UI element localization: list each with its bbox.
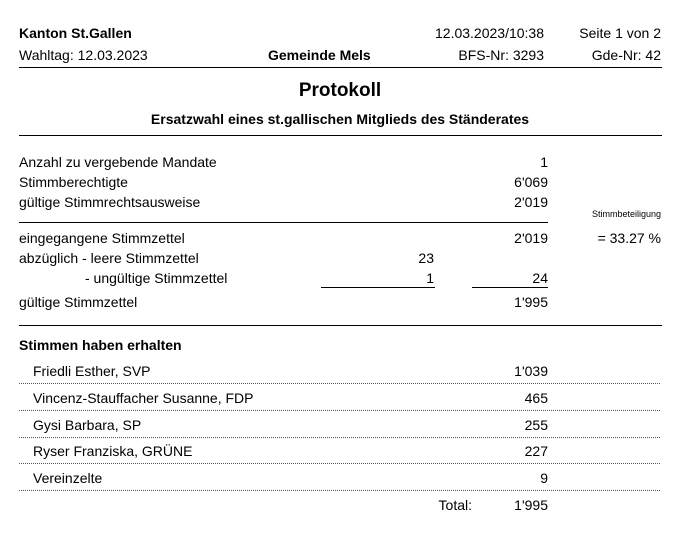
deductions-total-value: 24 [532,270,548,286]
candidate-name: Vereinzelte [33,470,103,486]
invalid-ballots-label: - ungültige Stimmzettel [85,270,228,286]
valid-ballots-label: gültige Stimmzettel [19,294,138,310]
candidate-votes: 9 [540,470,548,486]
total-value: 1'995 [514,497,548,513]
row-separator [19,410,660,411]
total-label: Total: [438,497,472,513]
municipality-name: Gemeinde Mels [268,47,371,63]
turnout-label: Stimmbeteiligung [591,209,661,219]
row-separator [19,463,660,464]
page-indicator: Seite 1 von 2 [579,25,661,41]
election-date: Wahltag: 12.03.2023 [19,47,148,63]
row-separator [19,383,660,384]
mandate-value: 1 [540,154,548,170]
results-heading: Stimmen haben erhalten [19,337,182,353]
candidate-votes: 465 [524,390,548,406]
candidate-votes: 1'039 [514,363,548,379]
bfs-number: BFS-Nr: 3293 [458,47,544,63]
candidate-votes: 227 [524,443,548,459]
municipality-number: Gde-Nr: 42 [591,47,661,63]
eligible-voters-value: 6'069 [514,174,548,190]
candidate-name: Ryser Franziska, GRÜNE [33,443,193,459]
eligible-voters-label: Stimmberechtigte [19,174,128,190]
page-title: Protokoll [298,80,382,101]
header-divider [19,67,662,68]
mandate-label: Anzahl zu vergebende Mandate [19,154,217,170]
deductions-underline [321,287,435,288]
valid-ids-label: gültige Stimmrechtsausweise [19,194,201,210]
deductions-total-underline [472,287,548,288]
invalid-ballots-value: 1 [426,270,434,286]
received-ballots-label: eingegangene Stimmzettel [19,230,185,246]
received-ballots-value: 2'019 [514,230,548,246]
empty-ballots-label: abzüglich - leere Stimmzettel [19,250,199,266]
empty-ballots-value: 23 [418,250,434,266]
results-divider [19,325,662,326]
valid-ballots-value: 1'995 [514,294,548,310]
candidate-votes: 255 [524,417,548,433]
candidate-name: Vincenz-Stauffacher Susanne, FDP [33,390,254,406]
election-subtitle: Ersatzwahl eines st.gallischen Mitglieds des Ständerates [150,111,530,127]
valid-ids-value: 2'019 [514,194,548,210]
row-separator [19,490,660,491]
canton-name: Kanton St.Gallen [19,25,132,41]
report-datetime: 12.03.2023/10:38 [435,25,544,41]
candidate-name: Friedli Esther, SVP [33,363,151,379]
row-separator [19,437,660,438]
turnout-value: = 33.27 % [597,230,661,246]
stats-divider [19,222,548,223]
candidate-name: Gysi Barbara, SP [33,417,142,433]
title-divider [19,135,662,136]
